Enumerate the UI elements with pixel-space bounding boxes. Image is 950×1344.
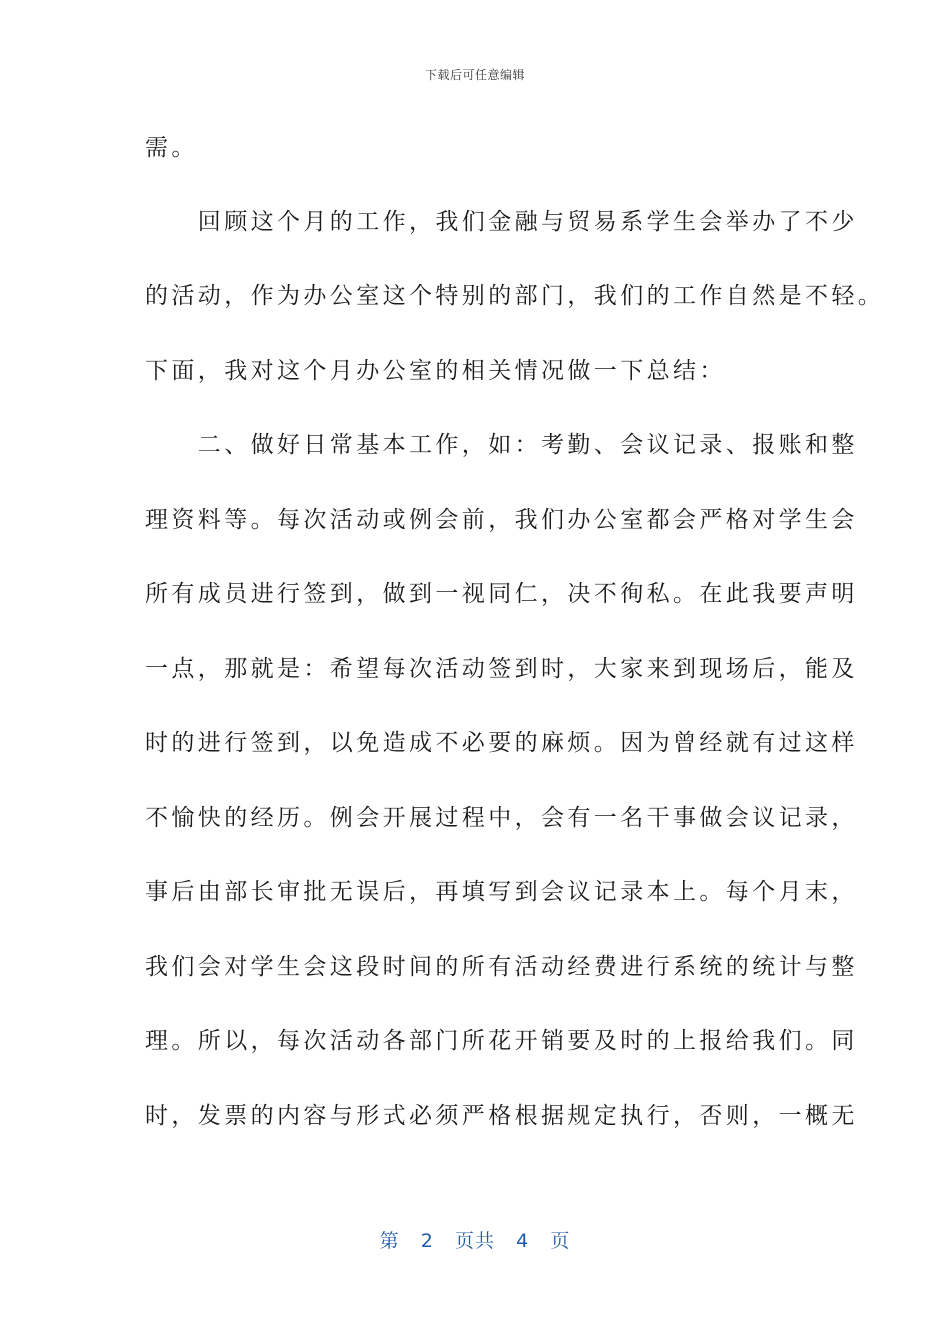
- body-line-3: 的活动，作为办公室这个特别的部门，我们的工作自然是不轻。: [145, 283, 885, 309]
- body-line-11: 事后由部长审批无误后，再填写到会议记录本上。每个月末，: [145, 879, 858, 905]
- body-line-5: 二、做好日常基本工作，如：考勤、会议记录、报账和整: [145, 432, 858, 458]
- page-footer: [0, 1226, 950, 1253]
- footer-current-page: 2: [420, 1230, 434, 1252]
- footer-middle: 页共: [454, 1230, 495, 1252]
- body-line-10: 不愉快的经历。例会开展过程中，会有一名干事做会议记录，: [145, 805, 858, 831]
- body-line-1: 需。: [145, 135, 198, 161]
- body-line-8: 一点，那就是：希望每次活动签到时，大家来到现场后，能及: [145, 656, 858, 682]
- body-line-12: 我们会对学生会这段时间的所有活动经费进行系统的统计与整: [145, 954, 858, 980]
- body-line-2: 回顾这个月的工作，我们金融与贸易系学生会举办了不少: [145, 209, 858, 235]
- body-line-14: 时，发票的内容与形式必须严格根据规定执行，否则，一概无: [145, 1103, 858, 1129]
- body-line-4: 下面，我对这个月办公室的相关情况做一下总结：: [145, 358, 726, 384]
- footer-total-pages: 4: [516, 1230, 530, 1252]
- body-line-7: 所有成员进行签到，做到一视同仁，决不徇私。在此我要声明: [145, 581, 858, 607]
- body-line-9: 时的进行签到，以免造成不必要的麻烦。因为曾经就有过这样: [145, 730, 858, 756]
- footer-prefix: 第: [379, 1230, 400, 1252]
- page-header: 下载后可任意编辑: [424, 68, 525, 82]
- body-line-6: 理资料等。每次活动或例会前，我们办公室都会严格对学生会: [145, 507, 858, 533]
- body-line-13: 理。所以，每次活动各部门所花开销要及时的上报给我们。同: [145, 1028, 858, 1054]
- footer-suffix: 页: [550, 1230, 571, 1252]
